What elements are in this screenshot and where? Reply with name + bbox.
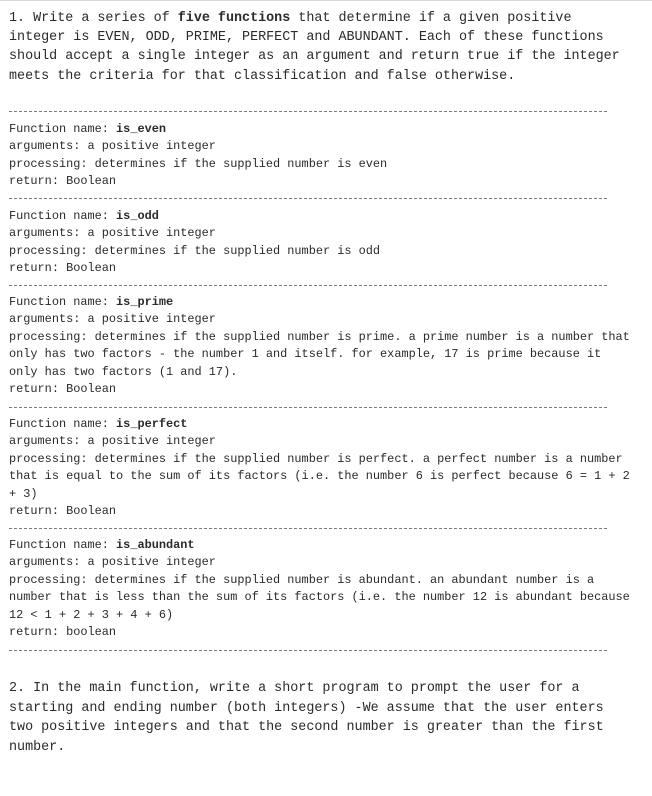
function-name-line (9, 294, 634, 311)
function-arguments: arguments: a positive integer (9, 139, 216, 154)
question-1-prefix: 1. Write a series of (9, 11, 178, 26)
divider (9, 650, 607, 651)
function-name-label: Function name: (9, 209, 117, 223)
function-block-is-odd (9, 208, 634, 278)
function-processing: processing: determines if the supplied number is abundant. an abundant number is a number that is less than the sum of its factors (i.e. the number 12 is abundant because 12 < 1 + 2 + 3 + 4 + 6) (9, 572, 630, 622)
function-name: is_perfect (116, 417, 188, 431)
function-name-line (9, 121, 634, 138)
function-arguments: arguments: a positive integer (9, 312, 216, 327)
function-name: is_odd (116, 209, 159, 223)
divider (9, 407, 607, 408)
function-arguments: arguments: a positive integer (9, 555, 216, 570)
function-return: return: Boolean (9, 174, 117, 189)
function-return: return: boolean (9, 625, 117, 640)
function-block-is-abundant (9, 537, 634, 641)
function-name-line (9, 537, 634, 554)
function-processing: processing: determines if the supplied number is perfect. a perfect number is a number that is equal to the sum of its factors (i.e. the number 6 is perfect because 6 = 1 + 2 + 3) (9, 451, 630, 501)
function-name-label: Function name: (9, 122, 117, 136)
function-name-label: Function name: (9, 295, 117, 309)
function-arguments: arguments: a positive integer (9, 434, 216, 449)
function-processing: processing: determines if the supplied number is even (9, 156, 388, 171)
function-block-is-prime (9, 294, 634, 398)
function-name-line (9, 416, 634, 433)
divider (9, 285, 607, 286)
function-block-is-even (9, 121, 634, 191)
question-2: 2. In the main function, write a short program to prompt the user for a starting and ending number (both integers) -We assume that the user enters two positive integers and that the second number is greater than the first number. (9, 681, 604, 755)
function-name-label: Function name: (9, 417, 117, 431)
question-1-suffix: that determine if a given positive integer is EVEN, ODD, PRIME, PERFECT and ABUNDANT. Each of these functions should accept a single integer as an argument and return true if the integer meets the criteria for that classification and false otherwise. (9, 11, 620, 84)
function-name: is_prime (116, 295, 174, 309)
function-processing: processing: determines if the supplied number is prime. a prime number is a number that only has two factors - the number 1 and itself. for example, 17 is prime because it only has two factors (1 and 17). (9, 329, 630, 379)
function-name: is_abundant (116, 538, 195, 552)
function-name-label: Function name: (9, 538, 117, 552)
function-arguments: arguments: a positive integer (9, 226, 216, 241)
function-name: is_even (116, 122, 166, 136)
function-processing: processing: determines if the supplied number is odd (9, 243, 381, 258)
function-return: return: Boolean (9, 504, 117, 519)
top-border (0, 0, 652, 1)
function-block-is-perfect (9, 416, 634, 520)
function-name-line (9, 208, 634, 225)
function-return: return: Boolean (9, 261, 117, 276)
function-return: return: Boolean (9, 382, 117, 397)
divider (9, 111, 607, 112)
question-1 (9, 9, 634, 86)
divider (9, 528, 607, 529)
divider (9, 198, 607, 199)
question-1-bold: five functions (177, 11, 291, 26)
